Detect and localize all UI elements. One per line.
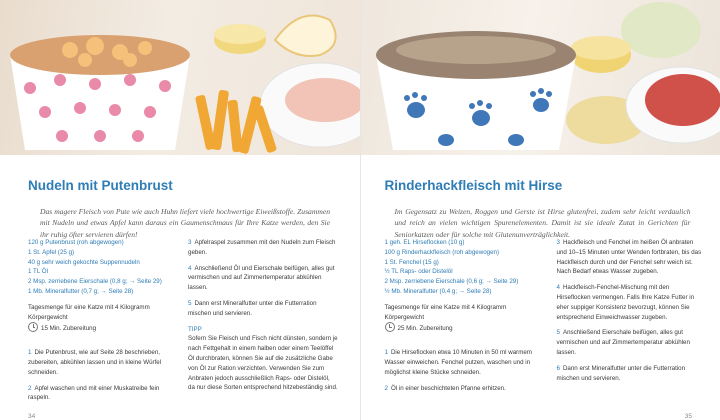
prep-time: 15 Min. Zubereitung [41, 325, 97, 333]
ingredient-line: 2 Msp. zerriebene Eierschale (0,6 g; → Seite 29) [384, 278, 519, 286]
step-number: 5 [188, 299, 192, 307]
step-number: 3 [188, 239, 192, 246]
step [188, 264, 338, 293]
step-number: 4 [556, 284, 560, 292]
step-text: Anschließend Eierschale beifügen, alles gut vermischen und auf Zimmertemperatur abkühlen lassen. [556, 329, 690, 356]
steps-left [385, 348, 543, 393]
recipe-title: Rinderhackfleisch mit Hirse [384, 178, 563, 193]
recipe-intro: Das magere Fleisch von Pute wie auch Huhn liefert viele hochwertige Eiweißstoffe. Zusammen mit Nudeln und etwas Apfel kann daraus ein Gaumenschmaus für Ihre Katze werden, den Sie ihr ruhig öfter servieren dürfen! [40, 206, 330, 240]
photo-pasta-turkey [0, 0, 360, 155]
recipe-intro: Im Gegensatz zu Weizen, Roggen und Gerste ist Hirse glutenfrei, zudem sehr leicht verdaulich und reich an vielen wichtigen Spurenelementen. Damit ist sie ideale Zutat in Gerichten für Seniorkatzen oder für solche mit Glutenunverträglichkeit. [394, 206, 691, 240]
recipe-title: Nudeln mit Putenbrust [28, 178, 173, 193]
tipp-text: Sofern Sie Fleisch und Fisch nicht dünsten, sondern je nach Fettgehalt in einem halben oder einem Teelöffel Öl durchbraten, können Sie auf die zusätzliche Gabe von Öl zur Ration verzichten. Verwenden Sie zum Anbraten jedoch ausschließlich Raps- oder Distelöl, da nur diese Sorten entsprechend hitzebeständig sind. [188, 335, 338, 392]
ingredient-line: 2 Msp. zerriebene Eierschale (0,8 g; → Seite 29) [28, 278, 162, 286]
step [28, 348, 178, 377]
daily-need: Tagesmenge für eine Katze mit 4 Kilogramm Körpergewicht [28, 303, 150, 321]
step-text: Die Putenbrust, wie auf Seite 28 beschrieben, zubereiten, abkühlen lassen und in kleine Würfel schneiden. [28, 349, 162, 376]
steps-column [188, 238, 338, 393]
ingredients-column [28, 238, 178, 409]
ingredient-line: 100 g Rinderhackfleisch (roh abgewogen) [384, 248, 500, 256]
step-number: 2 [384, 384, 388, 392]
step [385, 348, 543, 377]
ingredient-line: ½ TL Raps- oder Distelöl [384, 268, 453, 276]
step [557, 364, 703, 384]
step-number: 5 [556, 329, 560, 337]
page-number: 34 [28, 413, 36, 420]
step [188, 299, 338, 319]
step-text: Apfelraspel zusammen mit den Nudeln zum Fleisch geben. [188, 239, 336, 256]
steps-left [28, 348, 178, 403]
ingredients-column [385, 238, 543, 399]
step-number: 6 [556, 364, 560, 372]
step [557, 283, 703, 322]
ingredient-line: 1 St. Fenchel (15 g) [384, 258, 439, 266]
step-number: 1 [384, 349, 388, 357]
ingredient-line: 120 g Putenbrust (roh abgewogen) [28, 239, 124, 246]
right-page [361, 0, 720, 420]
step-text: Öl in einer beschichteten Pfanne erhitzen. [390, 384, 506, 392]
prep-time-row [385, 322, 543, 334]
step-number: 1 [28, 349, 32, 357]
clock-icon [385, 322, 395, 332]
step [385, 384, 543, 394]
tipp-heading: TIPP [188, 325, 202, 333]
ingredient-line: 1 geh. EL Hirseflocken (10 g) [384, 239, 465, 246]
clock-icon [28, 322, 38, 332]
steps-column [557, 238, 703, 389]
page-number: 35 [684, 413, 692, 420]
prep-time: 25 Min. Zubereitung [397, 325, 453, 333]
step-text: Die Hirseflocken etwa 10 Minuten in 50 ml warmem Wasser einweichen. Fenchel putzen, waschen und in möglichst kleine Stücke schneiden. [384, 349, 532, 376]
step-text: Apfel waschen und mit einer Muskatreibe fein raspeln. [28, 384, 160, 402]
step-text: Anschließend Öl und Eierschale beifügen, alles gut vermischen und auf Zimmertemperatur abkühlen lassen. [188, 264, 335, 292]
step-text: Hackfleisch und Fenchel im heißen Öl anbraten und 10–15 Minuten unter Wenden fortbraten, bis das Hackfleisch durch und der Fenchel sehr weich ist. Nach Bedarf etwas Wasser zugeben. [556, 239, 702, 276]
step-text: Dann erst Mineralfutter unter die Futterration mischen und servieren. [188, 299, 317, 317]
daily-need: Tagesmenge für eine Katze mit 4 Kilogramm Körpergewicht [384, 303, 507, 321]
step [557, 238, 703, 277]
prep-time-row [28, 322, 178, 334]
step-number: 4 [188, 264, 192, 272]
step-text: Dann erst Mineralfutter unter die Futterration mischen und servieren. [556, 364, 686, 382]
step-text: Hackfleisch-Fenchel-Mischung mit den Hirseflocken vermengen. Falls Ihre Katze Futter in eher suppiger Konsistenz bevorzugt, können Sie entsprechend Einweichwasser zugeben. [556, 284, 695, 321]
ingredient-line: ½ Mb. Mineralfutter (0,4 g; → Seite 28) [384, 287, 492, 295]
step-number: 3 [556, 239, 560, 246]
step [188, 238, 338, 258]
step-number: 2 [28, 384, 32, 392]
step [28, 384, 178, 404]
ingredient-line: 1 St. Apfel (25 g) [28, 248, 75, 256]
step [557, 328, 703, 357]
ingredient-line: 1 Mb. Mineralfutter (0,7 g; → Seite 28) [28, 287, 134, 295]
photo-beef-millet [361, 0, 720, 155]
ingredient-line: 40 g sehr weich gekochte Suppennudeln [28, 258, 140, 266]
ingredient-line: 1 TL Öl [28, 268, 48, 276]
